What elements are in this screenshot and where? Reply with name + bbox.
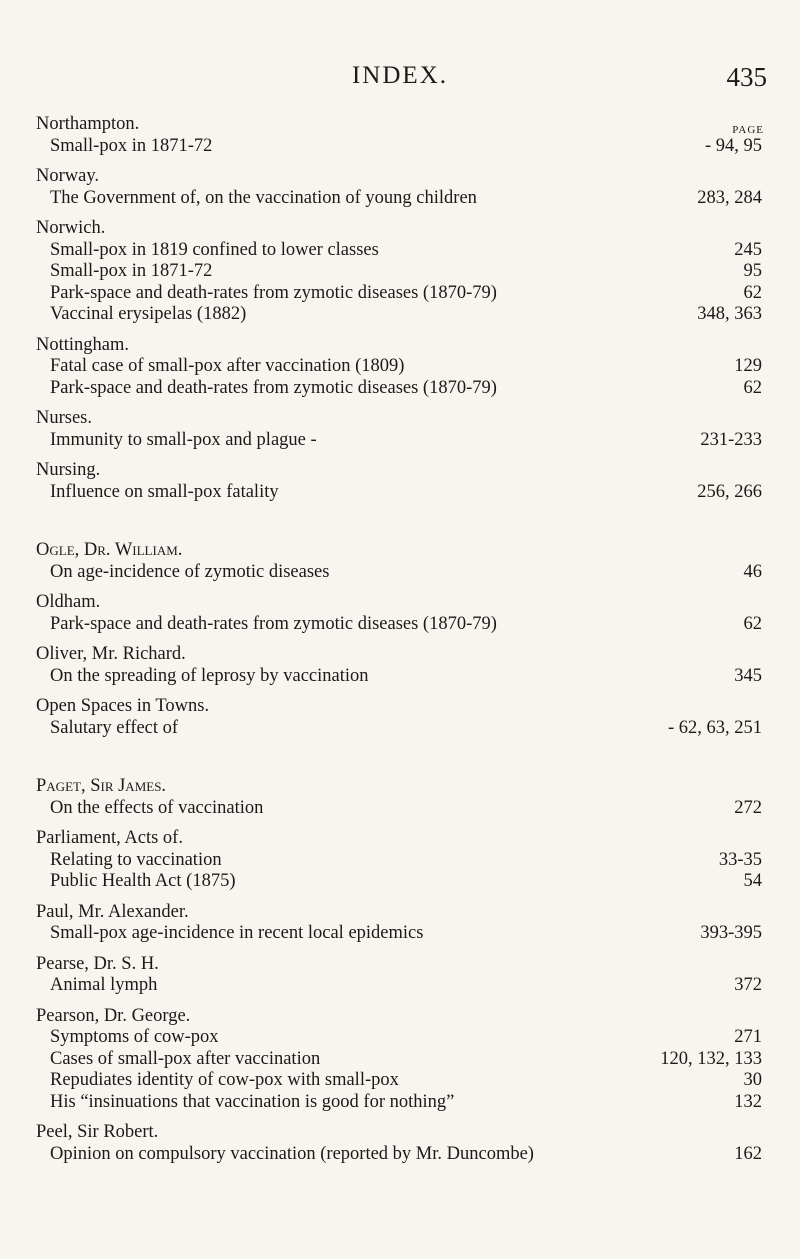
leader-space bbox=[219, 1027, 735, 1049]
page-reference: 283, 284 bbox=[697, 187, 762, 208]
leader-space bbox=[497, 378, 744, 400]
subentry bbox=[36, 1144, 762, 1166]
leader-space bbox=[497, 614, 744, 636]
subentry-text: Animal lymph bbox=[50, 975, 158, 995]
index-entry bbox=[36, 954, 762, 997]
entry-heading: Norwich. bbox=[36, 218, 106, 238]
subentry bbox=[36, 283, 762, 305]
page-reference: 372 bbox=[734, 975, 762, 995]
subentry bbox=[36, 136, 762, 158]
index-entry bbox=[36, 776, 762, 819]
subentry bbox=[36, 261, 762, 283]
subentry-text: Immunity to small-pox and plague - bbox=[50, 429, 317, 450]
subentry bbox=[36, 718, 762, 740]
leader-space bbox=[157, 975, 734, 997]
page-reference: 132 bbox=[734, 1091, 762, 1112]
page-reference: 272 bbox=[734, 797, 762, 818]
index-entry bbox=[36, 114, 762, 157]
subentry-text: On the effects of vaccination bbox=[50, 797, 264, 818]
subentry-text: Symptoms of cow-pox bbox=[50, 1027, 219, 1047]
subentry-text: On age-incidence of zymotic diseases bbox=[50, 561, 330, 582]
page-reference: 62 bbox=[743, 282, 762, 303]
subentry-text: Small-pox in 1871-72 bbox=[50, 261, 213, 281]
leader-space bbox=[329, 562, 743, 584]
subentry bbox=[36, 188, 762, 210]
page-reference: 256, 266 bbox=[697, 481, 762, 502]
entry-heading: Pearse, Dr. S. H. bbox=[36, 953, 159, 974]
index-section bbox=[36, 776, 762, 1165]
page-reference: 46 bbox=[743, 561, 762, 582]
index-entry bbox=[36, 828, 762, 893]
subentry-text: Opinion on compulsory vaccination (reported by Mr. Duncombe) bbox=[50, 1143, 534, 1164]
subentry-text: Relating to vaccination bbox=[50, 849, 222, 870]
subentry bbox=[36, 1027, 762, 1049]
page-reference: - 94, 95 bbox=[704, 135, 762, 156]
subentry bbox=[36, 562, 762, 584]
page-reference: 54 bbox=[743, 871, 762, 891]
leader-space bbox=[477, 188, 697, 210]
leader-space bbox=[379, 240, 734, 262]
subentry-text: His “insinuations that vaccination is good for nothing” bbox=[50, 1091, 455, 1112]
subentry-text: Public Health Act (1875) bbox=[50, 871, 236, 891]
page-reference: 271 bbox=[734, 1027, 762, 1047]
entry-heading: Oldham. bbox=[36, 592, 101, 612]
entry-heading: Northampton. bbox=[36, 114, 140, 134]
page-reference: 393-395 bbox=[700, 923, 762, 943]
subentry-text: On the spreading of leprosy by vaccination bbox=[50, 665, 369, 686]
subentry-text: Vaccinal erysipelas (1882) bbox=[50, 304, 247, 324]
index-entry bbox=[36, 166, 762, 209]
entry-heading: Pearson, Dr. George. bbox=[36, 1005, 191, 1026]
subentry-text: Repudiates identity of cow-pox with small-pox bbox=[50, 1070, 399, 1090]
leader-space bbox=[423, 923, 700, 945]
leader-space bbox=[263, 798, 734, 820]
subentry bbox=[36, 975, 762, 997]
index-entry bbox=[36, 902, 762, 945]
running-head-title: INDEX. bbox=[351, 62, 448, 89]
leader-space bbox=[454, 1092, 734, 1114]
leader-space bbox=[497, 283, 744, 305]
section-gap bbox=[36, 512, 762, 540]
page-reference: 120, 132, 133 bbox=[660, 1048, 762, 1069]
page-reference: 30 bbox=[743, 1070, 762, 1090]
page-reference: 162 bbox=[734, 1143, 762, 1164]
entry-heading: Nurses. bbox=[36, 408, 93, 428]
running-head bbox=[0, 62, 800, 96]
subentry bbox=[36, 304, 762, 326]
leader-space bbox=[320, 1049, 660, 1071]
page-reference: 348, 363 bbox=[697, 304, 762, 324]
index-entry bbox=[36, 696, 762, 739]
leader-space bbox=[279, 482, 698, 504]
index-entry bbox=[36, 335, 762, 400]
page-reference: - 62, 63, 251 bbox=[667, 717, 762, 738]
leader-space bbox=[534, 1144, 734, 1166]
entry-heading: Nursing. bbox=[36, 460, 101, 480]
index-entry bbox=[36, 1006, 762, 1114]
subentry bbox=[36, 356, 762, 378]
leader-space bbox=[317, 430, 701, 452]
entry-heading: Parliament, Acts of. bbox=[36, 828, 183, 848]
index-entry bbox=[36, 540, 762, 583]
entry-heading: Paul, Mr. Alexander. bbox=[36, 901, 189, 922]
page-reference: 33-35 bbox=[718, 849, 762, 870]
index-entry bbox=[36, 644, 762, 687]
leader-space bbox=[235, 871, 743, 893]
entry-heading: Norway. bbox=[36, 166, 100, 186]
subentry-text: Small-pox in 1871-72 bbox=[50, 135, 213, 156]
subentry bbox=[36, 666, 762, 688]
subentry bbox=[36, 430, 762, 452]
index-section bbox=[36, 114, 762, 503]
subentry-text: Salutary effect of bbox=[50, 717, 179, 738]
subentry-text: Fatal case of small-pox after vaccination (1809) bbox=[50, 356, 405, 376]
subentry bbox=[36, 798, 762, 820]
entry-heading: Paget, Sir James. bbox=[36, 776, 167, 796]
subentry-text: Small-pox in 1819 confined to lower classes bbox=[50, 239, 379, 260]
entry-heading: Oliver, Mr. Richard. bbox=[36, 644, 186, 664]
index-section bbox=[36, 540, 762, 739]
entry-heading: Ogle, Dr. William. bbox=[36, 540, 183, 560]
index-entry bbox=[36, 592, 762, 635]
page-number: 435 bbox=[726, 62, 767, 92]
subentry bbox=[36, 871, 762, 893]
page-reference: 345 bbox=[734, 665, 762, 686]
page-reference: 62 bbox=[743, 613, 762, 634]
entry-heading: Peel, Sir Robert. bbox=[36, 1122, 159, 1142]
entry-heading: Nottingham. bbox=[36, 334, 130, 355]
subentry-text: Park-space and death-rates from zymotic diseases (1870-79) bbox=[50, 282, 497, 303]
subentry-text: Park-space and death-rates from zymotic diseases (1870-79) bbox=[50, 613, 497, 634]
index-body bbox=[36, 114, 762, 1174]
leader-space bbox=[212, 261, 743, 283]
subentry-text: The Government of, on the vaccination of young children bbox=[50, 187, 477, 208]
page-reference: 62 bbox=[743, 377, 762, 398]
leader-space bbox=[404, 356, 734, 378]
index-entry bbox=[36, 1122, 762, 1165]
index-entry bbox=[36, 408, 762, 451]
index-entry bbox=[36, 460, 762, 503]
page-reference: 129 bbox=[734, 356, 762, 376]
entry-heading: Open Spaces in Towns. bbox=[36, 696, 210, 716]
subentry bbox=[36, 1092, 762, 1114]
subentry bbox=[36, 1049, 762, 1071]
leader-space bbox=[178, 718, 668, 740]
subentry bbox=[36, 1070, 762, 1092]
leader-space bbox=[212, 136, 705, 158]
section-gap bbox=[36, 748, 762, 776]
page-column-label: PAGE bbox=[732, 124, 764, 136]
subentry-text: Influence on small-pox fatality bbox=[50, 481, 279, 502]
leader-space bbox=[369, 666, 735, 688]
page-reference: 231-233 bbox=[700, 429, 762, 450]
subentry bbox=[36, 850, 762, 872]
subentry-text: Cases of small-pox after vaccination bbox=[50, 1048, 321, 1069]
page-reference: 95 bbox=[743, 261, 762, 281]
subentry-text: Park-space and death-rates from zymotic diseases (1870-79) bbox=[50, 377, 497, 398]
subentry bbox=[36, 240, 762, 262]
subentry bbox=[36, 614, 762, 636]
subentry bbox=[36, 378, 762, 400]
leader-space bbox=[222, 850, 719, 872]
leader-space bbox=[399, 1070, 744, 1092]
page-reference: 245 bbox=[734, 239, 762, 260]
index-entry bbox=[36, 218, 762, 326]
leader-space bbox=[246, 304, 697, 326]
subentry bbox=[36, 923, 762, 945]
subentry-text: Small-pox age-incidence in recent local epidemics bbox=[50, 923, 424, 943]
subentry bbox=[36, 482, 762, 504]
